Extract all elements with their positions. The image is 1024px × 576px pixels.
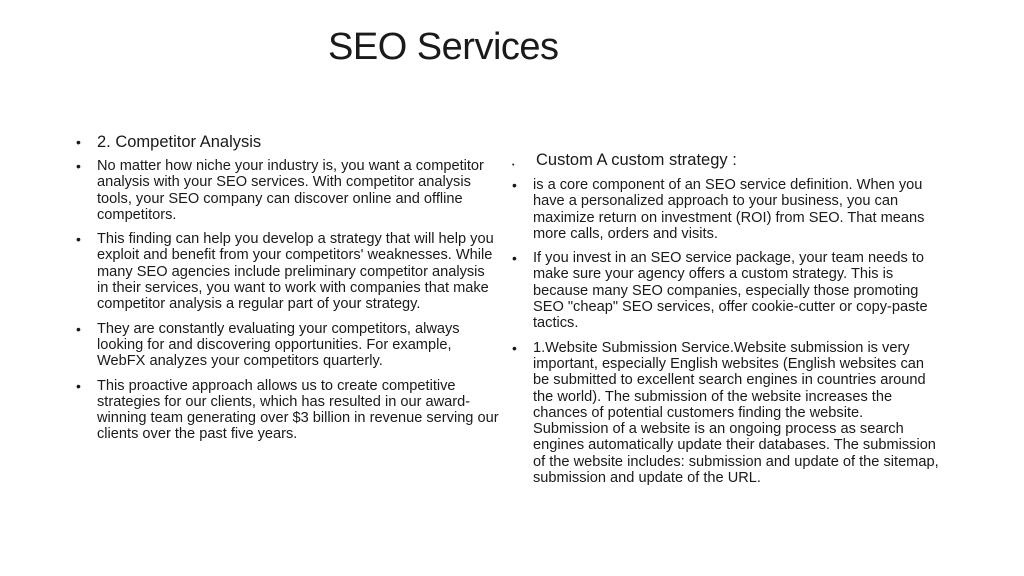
list-item: [512, 250, 942, 331]
bullet-icon: •: [512, 339, 517, 356]
paragraph-text: They are constantly evaluating your competitors, always looking for and discovering opportunities. For example, WebFX analyzes your competitors quarterly.: [97, 320, 460, 370]
left-heading-item: [76, 132, 500, 152]
right-heading-item: [512, 150, 942, 170]
bullet-icon: •: [76, 320, 81, 337]
bullet-icon: •: [76, 377, 81, 394]
list-item: [512, 340, 942, 487]
paragraph-text: is a core component of an SEO service definition. When you have a personalized approach to your business, you can maximize return on investment (ROI) from SEO. That means more calls, orders and visits.: [533, 177, 925, 242]
list-item: [76, 321, 500, 370]
paragraph-text: No matter how niche your industry is, you want a competitor analysis with your SEO services. With competitor analysis tools, your SEO company can discover online and offline competitors.: [97, 158, 484, 223]
list-item: [76, 378, 500, 443]
list-item: [512, 177, 942, 242]
right-column: [512, 150, 942, 494]
bullet-icon: •: [512, 177, 517, 193]
small-bullet-icon: •: [512, 162, 515, 169]
list-item: [76, 231, 500, 312]
paragraph-text: This finding can help you develop a strategy that will help you exploit and benefit from your competitors' weaknesses. While many SEO agencies include preliminary competitor analysis in their services, you want to work with companies that make competitor analysis a regular part of your strategy.: [97, 231, 494, 313]
paragraph-text: If you invest in an SEO service package, your team needs to make sure your agency offers a custom strategy. This is because many SEO companies, especially those promoting SEO "cheap" SEO services, offer cookie-cutter or copy-paste tactics.: [533, 250, 928, 332]
left-column: [76, 132, 500, 451]
right-bullet-list: [512, 150, 942, 486]
left-heading-text: 2. Competitor Analysis: [97, 133, 262, 151]
bullet-icon: •: [512, 250, 517, 267]
left-bullet-list: [76, 132, 500, 443]
paragraph-text: 1.Website Submission Service.Website submission is very important, especially English websites (English websites can be submitted to excellent search engines in countries around the world). The submission of the website increases the chances of potential customers finding the website. Submission of a website is an ongoing process as search engines automatically update their databases. The submission of the website includes: submission and update of the sitemap, submission and update of the URL.: [533, 339, 939, 487]
bullet-icon: •: [76, 231, 81, 248]
right-heading-text: Custom A custom strategy :: [536, 151, 737, 169]
bullet-icon: •: [76, 158, 81, 174]
paragraph-text: This proactive approach allows us to create competitive strategies for our clients, which has resulted in our award-winning team generating over $3 billion in revenue serving our clients over the past five years.: [97, 377, 499, 443]
bullet-icon: •: [76, 134, 81, 150]
slide-title: SEO Services: [328, 26, 559, 68]
list-item: [76, 158, 500, 223]
